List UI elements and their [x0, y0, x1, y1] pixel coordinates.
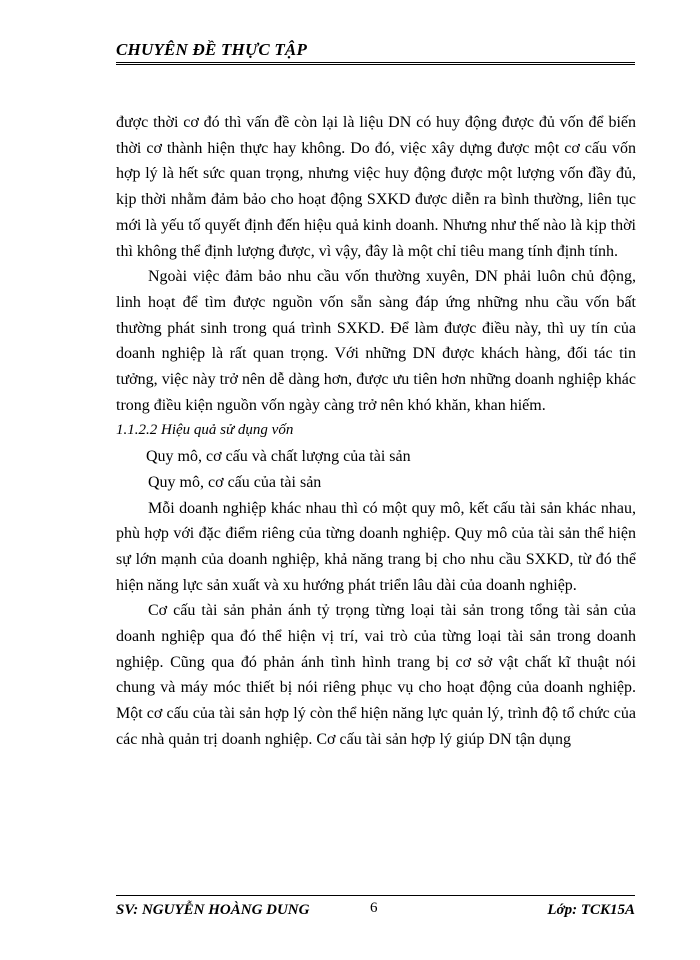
paragraph-1: được thời cơ đó thì vấn đề còn lại là liệu DN có huy động được đủ vốn để biến thời cơ thành hiện thực hay không. Do đó, việc xây dựng được một cơ cấu vốn hợp lý là hết sức quan trọng, nhưng việc huy động được một lượng vốn đầy đủ, kịp thời nhằm đảm bảo cho hoạt động SXKD được diễn ra bình thường, liên tục mới là yếu tố quyết định đến hiệu quả kinh doanh. Nhưng như thế nào là kịp thời thì không thể định lượng được, vì vậy, đây là một chỉ tiêu mang tính định tính. [116, 114, 636, 260]
document-body [116, 110, 636, 753]
page-footer [116, 900, 635, 922]
paragraph-4: Cơ cấu tài sản phản ánh tỷ trọng từng loại tài sản trong tổng tài sản của doanh nghiệp qua đó thể hiện vị trí, vai trò của từng loại tài sản trong doanh nghiệp. Cũng qua đó phản ánh tình hình trang bị cơ sở vật chất kĩ thuật nói chung và máy móc thiết bị nói riêng phục vụ cho hoạt động của doanh nghiệp. Một cơ cấu của tài sản hợp lý còn thể hiện năng lực quản lý, trình độ tổ chức của các nhà quản trị doanh nghiệp. Cơ cấu tài sản hợp lý giúp DN tận dụng [116, 602, 636, 748]
sub-heading-scale-structure-quality: Quy mô, cơ cấu và chất lượng của tài sản [146, 448, 411, 466]
footer-class-label: Lớp: TCK15A [547, 902, 635, 918]
footer-divider [116, 895, 635, 896]
page-header-title: CHUYÊN ĐỀ THỰC TẬP [116, 40, 308, 59]
footer-page-number: 6 [370, 900, 378, 916]
paragraph-3: Mỗi doanh nghiệp khác nhau thì có một quy mô, kết cấu tài sản khác nhau, phù hợp với đặc điểm riêng của từng doanh nghiệp. Quy mô của tài sản thể hiện sự lớn mạnh của doanh nghiệp, khả năng trang bị cho nhu cầu SXKD, từ đó thể hiện năng lực sản xuất và xu hướng phát triển lâu dài của doanh nghiệp. [116, 499, 636, 594]
section-heading: 1.1.2.2 Hiệu quả sử dụng vốn [116, 422, 294, 439]
paragraph-2: Ngoài việc đảm bảo nhu cầu vốn thường xuyên, DN phải luôn chủ động, linh hoạt để tìm được nguồn vốn sẵn sàng đáp ứng những nhu cầu vốn bất thường phát sinh trong quá trình SXKD. Để làm được điều này, thì uy tín của doanh nghiệp là rất quan trọng. Với những DN được khách hàng, đối tác tin tưởng, việc này trở nên dễ dàng hơn, được ưu tiên hơn những doanh nghiệp khác trong điều kiện nguồn vốn ngày càng trở nên khó khăn, khan hiếm. [116, 268, 636, 414]
footer-student-name: SV: NGUYỄN HOÀNG DUNG [116, 902, 310, 918]
header-divider [116, 62, 635, 65]
sub-heading-scale-structure: Quy mô, cơ cấu của tài sản [148, 473, 322, 491]
